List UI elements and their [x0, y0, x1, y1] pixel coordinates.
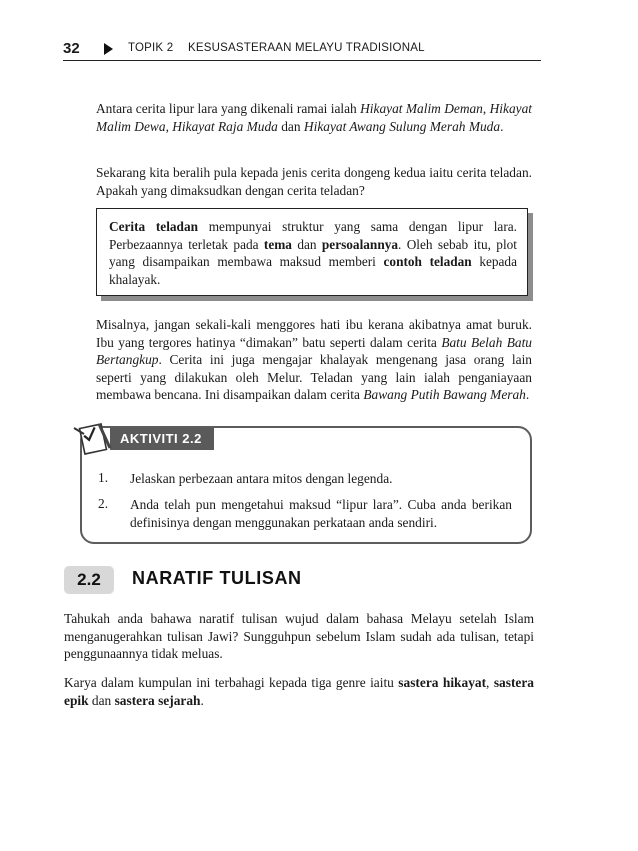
para3-text: . Cerita ini juga mengajar khalayak mengenang jasa orang lain seperti yang dilakukan oleh Melur. Teladan yang lain ialah penganiayaan membawa bencana. Ini disampaikan dalam cerita	[96, 352, 532, 403]
para1-text: Antara cerita lipur lara yang dikenali ramai ialah	[96, 101, 361, 116]
activity-item-number: 2.	[98, 496, 109, 511]
paragraph-naratif-tulisan	[64, 610, 534, 663]
term-persoalannya: persoalannya	[321, 236, 399, 252]
title-hikayat-awang-sulung: Hikayat Awang Sulung Merah Muda	[303, 118, 501, 134]
note-text: . Oleh sebab itu, plot yang disampaikan membawa maksud memberi	[109, 236, 517, 270]
header-title: KESUSASTERAAN MELAYU TRADISIONAL	[188, 42, 425, 54]
term-cerita-teladan: Cerita teladan	[109, 219, 198, 234]
para5-sep: ,	[486, 675, 494, 690]
title-hikayat-malim-dewa: Hikayat Malim Dewa	[96, 101, 532, 134]
genre-sastera-hikayat: sastera hikayat	[398, 675, 487, 690]
para1-end: .	[500, 118, 504, 134]
para2-text: Sekarang kita beralih pula kepada jenis cerita dongeng kedua iaitu cerita teladan. Apakah yang dimaksudkan dengan cerita teladan?	[96, 165, 532, 198]
paragraph-cerita-teladan-intro	[96, 164, 532, 199]
term-contoh-teladan: contoh teladan	[383, 254, 472, 270]
genre-sastera-epik: sastera epik	[64, 675, 534, 708]
paragraph-examples-teladan	[96, 316, 532, 404]
para3-text: Misalnya, jangan sekali-kali menggores hati ibu kerana akibatnya amat buruk. Ibu yang tergores hatinya “dimakan” batu seperti dalam cerita	[96, 317, 532, 350]
activity-item-number: 1.	[98, 470, 109, 485]
header-topic: TOPIK 2	[128, 42, 174, 54]
activity-item-text: Anda telah pun mengetahui maksud “lipur lara”. Cuba anda berikan definisinya dengan menggunakan perkataan anda sendiri.	[130, 497, 512, 530]
term-tema: tema	[263, 236, 292, 252]
title-hikayat-malim-deman: Hikayat Malim Deman	[360, 101, 483, 116]
title-hikayat-raja-muda: Hikayat Raja Muda	[172, 118, 278, 134]
note-text: kepada khalayak.	[109, 254, 517, 287]
genre-sastera-sejarah: sastera sejarah	[114, 692, 201, 708]
checklist-pencil-icon	[72, 418, 114, 458]
activity-label: AKTIVITI 2.2	[110, 428, 214, 450]
note-text: mempunyai struktur yang sama dengan lipur lara. Perbezaannya terletak pada	[109, 219, 517, 252]
play-arrow-icon	[104, 43, 113, 55]
section-number: 2.2	[64, 566, 114, 594]
para5-text: Karya dalam kumpulan ini terbahagi kepada tiga genre iaitu	[64, 675, 399, 690]
paragraph-lipur-lara-examples	[96, 100, 532, 135]
para1-sep: ,	[165, 118, 173, 134]
paragraph-genres	[64, 674, 534, 709]
para3-end: .	[525, 387, 530, 403]
header-rule	[63, 60, 541, 61]
para5-text: dan	[88, 692, 115, 708]
section-title: NARATIF TULISAN	[132, 568, 302, 588]
para1-text: dan	[277, 118, 304, 134]
definition-box	[96, 208, 528, 296]
title-bawang-putih: Bawang Putih Bawang Merah	[363, 387, 526, 403]
activity-item-text: Jelaskan perbezaan antara mitos dengan legenda.	[130, 471, 393, 486]
title-batu-belah: Batu Belah Batu Bertangkup	[96, 334, 533, 368]
para1-sep: ,	[482, 101, 490, 116]
page-number: 32	[63, 40, 80, 57]
para5-end: .	[200, 692, 204, 708]
note-text: dan	[291, 236, 322, 252]
para4-text: Tahukah anda bahawa naratif tulisan wujud dalam bahasa Melayu setelah Islam menganugerahkan tulisan Jawi? Sungguhpun sebelum Islam sudah ada tulisan, tetapi penggunaannya tidak meluas.	[64, 611, 534, 662]
